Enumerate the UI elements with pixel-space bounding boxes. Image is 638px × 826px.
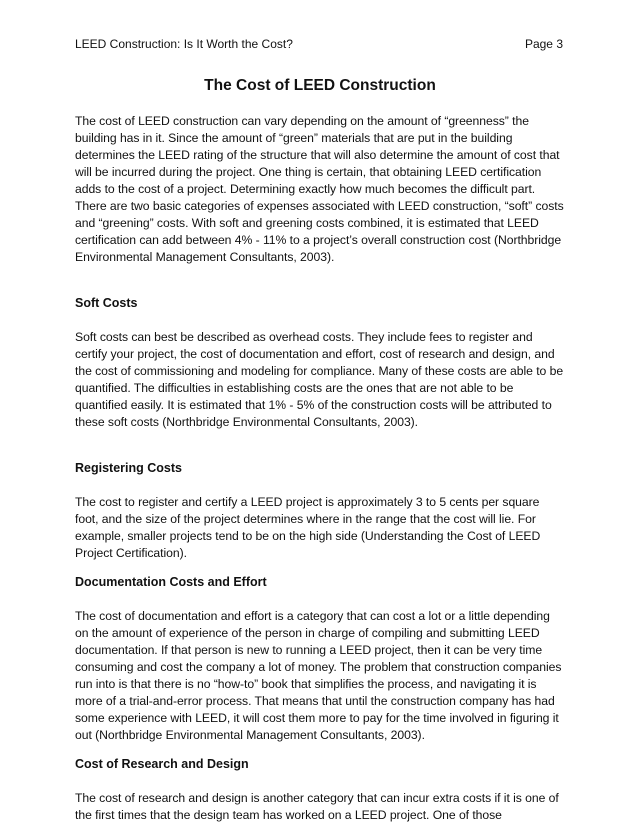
soft-costs-heading: Soft Costs: [75, 296, 138, 310]
soft-costs-paragraph: Soft costs can best be described as overhead costs. They include fees to register and certify your project, the cost of documentation and effort, cost of research and design, and the cost of commissioning and modeling for compliance. Many of these costs are able to be quantified. The difficulties in establishing costs are the ones that are not able to be quantified easily. It is estimated that 1% - 5% of the construction costs will be attributed to these soft costs (Northbridge Environmental Consultants, 2003).: [75, 330, 564, 429]
research-design-heading: Cost of Research and Design: [75, 757, 249, 771]
registering-costs-heading: Registering Costs: [75, 461, 182, 475]
document-body: [75, 77, 565, 824]
running-header: [75, 37, 563, 51]
intro-paragraph: The cost of LEED construction can vary depending on the amount of “greenness” the building has in it. Since the amount of “green” materials that are put in the building determines the LEED rating of the structure that will also determine the amount of cost that will be incurred during the project. One thing is certain, that obtaining LEED certification adds to the cost of a project. Determining exactly how much becomes the difficult part. There are two basic categories of expenses associated with LEED construction, “soft” costs and “greening” costs. With soft and greening costs combined, it is estimated that LEED certification can add between 4% - 11% to a project’s overall construction cost (Northbridge Environmental Management Consultants, 2003).: [75, 114, 564, 264]
running-header-title: LEED Construction: Is It Worth the Cost?: [75, 37, 293, 51]
page-number: Page 3: [524, 37, 563, 51]
registering-costs-paragraph: The cost to register and certify a LEED project is approximately 3 to 5 cents per square foot, and the size of the project determines where in the range that the cost will lie. For example, smaller projects tend to be on the high side (Understanding the Cost of LEED Project Certification).: [75, 495, 541, 560]
documentation-costs-heading: Documentation Costs and Effort: [75, 575, 267, 589]
document-title: The Cost of LEED Construction: [204, 77, 436, 94]
research-design-paragraph: The cost of research and design is another category that can incur extra costs if it is one of the first times that the design team has worked on a LEED project. One of those: [75, 791, 559, 822]
documentation-costs-paragraph: The cost of documentation and effort is a category that can cost a lot or a little depending on the amount of experience of the person in charge of compiling and submitting LEED documentation. If that person is new to running a LEED project, then it can be very time consuming and cost the company a lot of money. The problem that construction companies run into is that there is no “how-to” book that simplifies the process, and navigating it is more of a trial-and-error process. That means that until the construction company has had some experience with LEED, it will cost them more to pay for the time involved in figuring it out (Northbridge Environmental Management Consultants, 2003).: [75, 609, 562, 742]
